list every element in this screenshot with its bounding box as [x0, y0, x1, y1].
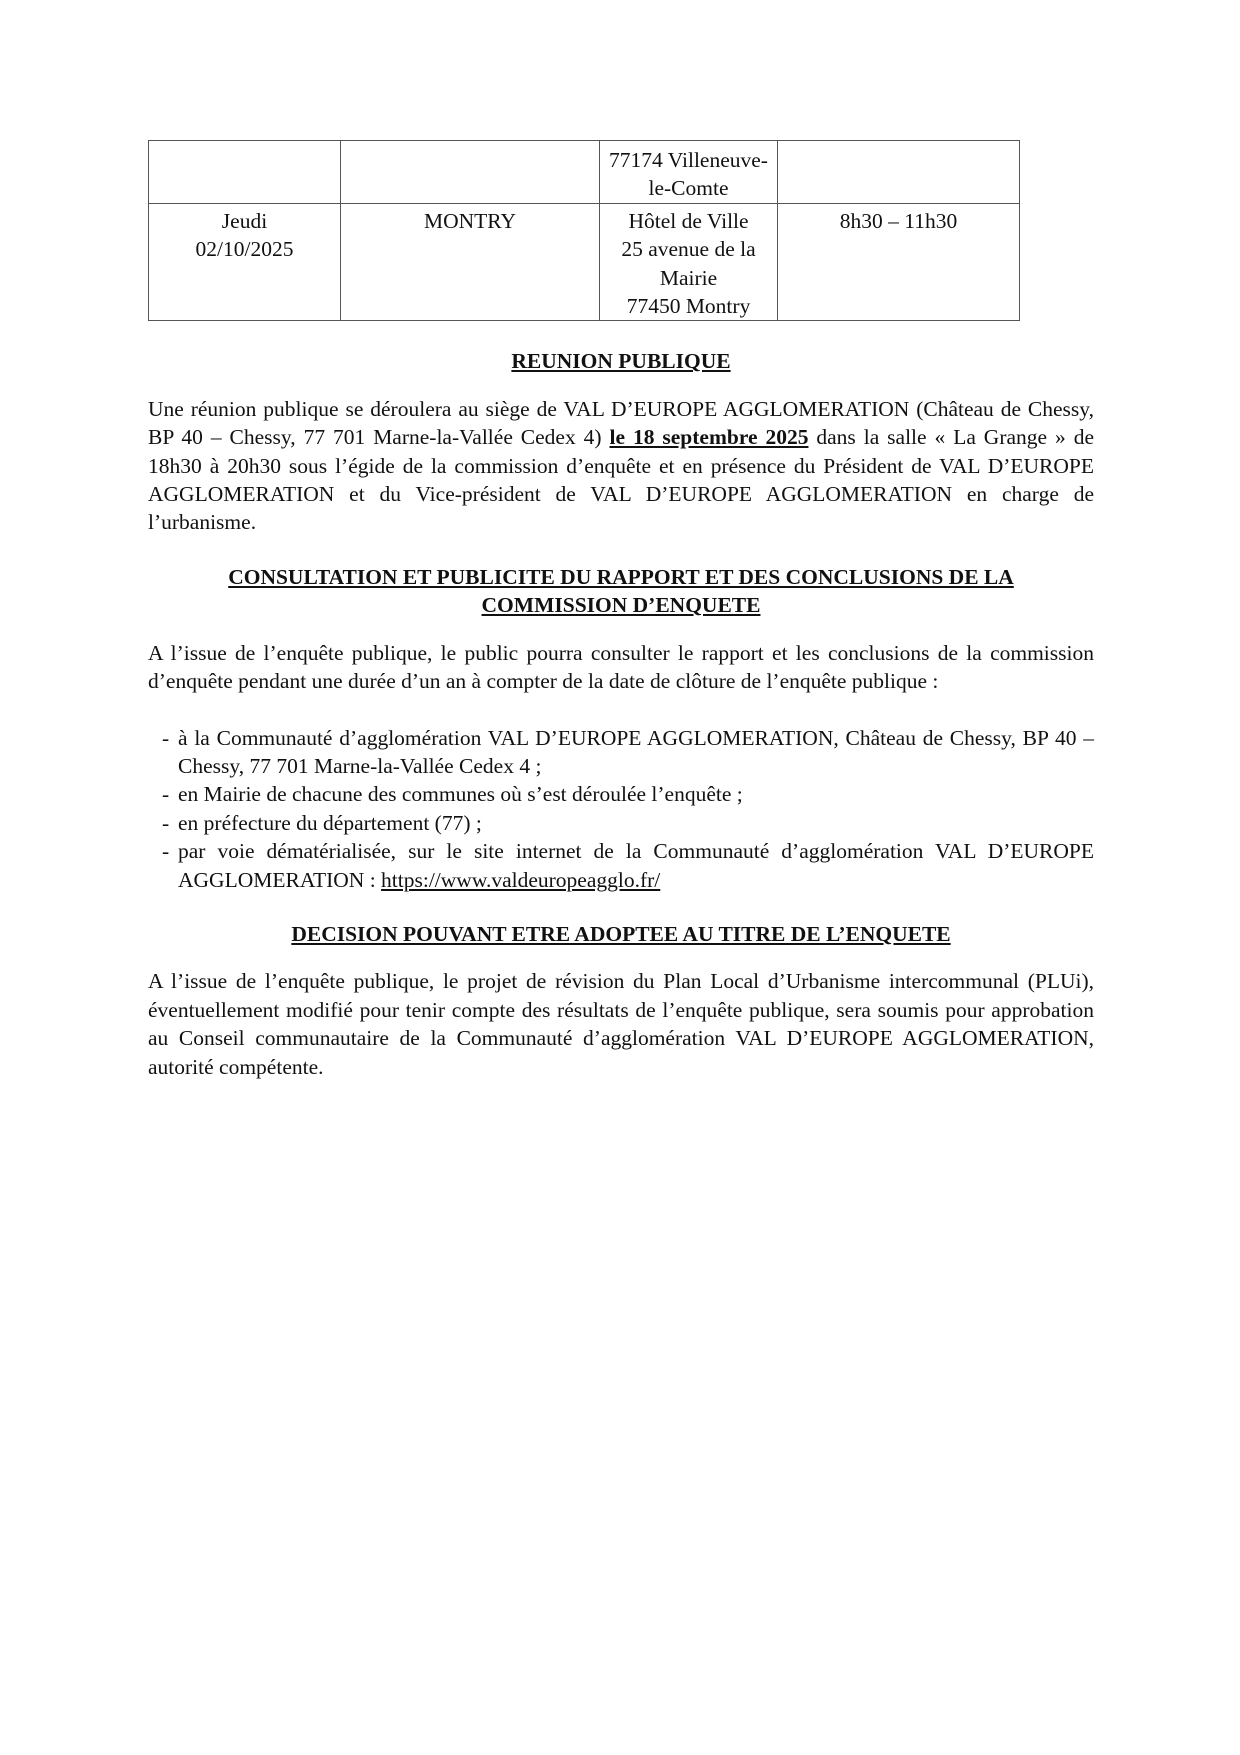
cell-hours: 8h30 – 11h30 — [778, 203, 1020, 321]
cell-day: Jeudi — [221, 208, 268, 233]
consultation-intro: A l’issue de l’enquête publique, le public pourra consulter le rapport et les conclusions de la commission d’enquête pendant une durée d’un an à compter de la date de clôture de l’enquête publique : — [148, 640, 1094, 694]
table-row — [149, 203, 1020, 321]
cell-address — [600, 203, 778, 321]
address-line: Mairie — [659, 265, 718, 290]
schedule-table — [148, 140, 1020, 321]
list-item: - en préfecture du département (77) ; — [148, 809, 1094, 837]
consultation-places-list — [148, 724, 1094, 894]
cell-date-value: 02/10/2025 — [195, 237, 294, 262]
reunion-text-before: Une réunion publique se déroulera au siège de VAL D’EUROPE AGGLOMERATION (Château de Chessy, BP 40 – Chessy, 77 701 Marne-la-Vallée Cedex 4) — [148, 396, 1094, 450]
cell-commune — [341, 141, 600, 204]
list-item — [148, 837, 1094, 894]
address-line: le-Comte — [648, 176, 729, 201]
cell-date — [149, 203, 341, 321]
list-item: - en Mairie de chacune des communes où s’est déroulée l’enquête ; — [148, 780, 1094, 808]
decision-paragraph: A l’issue de l’enquête publique, le projet de révision du Plan Local d’Urbanisme intercommunal (PLUi), éventuellement modifié pour tenir compte des résultats de l’enquête publique, sera soumis pour approbation au Conseil communautaire de la Communauté d’agglomération VAL D’EUROPE AGGLOMERATION, autorité compétente. — [148, 969, 1094, 1079]
section-title-reunion: REUNION PUBLIQUE — [511, 349, 731, 374]
section-title-consultation — [148, 563, 1094, 620]
reunion-text-after: dans la salle « La Grange » de 18h30 à 20h30 sous l’égide de la commission d’enquête et en présence du Président de VAL D’EUROPE AGGLOMERATION et du Vice-président de VAL D’EUROPE AGGLOMERATION en charge de l’urbanisme. — [148, 425, 1094, 535]
cell-commune: MONTRY — [341, 203, 600, 321]
reunion-date: le 18 septembre 2025 — [609, 425, 809, 450]
address-line: 77174 Villeneuve- — [609, 148, 768, 172]
address-line: 77450 Montry — [626, 294, 751, 319]
section-title-line: COMMISSION D’ENQUETE — [481, 593, 761, 618]
reunion-paragraph — [148, 395, 1094, 537]
list-item-text: par voie dématérialisée, sur le site internet de la Communauté d’agglomération VAL D’EUROPE AGGLOMERATION : — [178, 839, 1094, 892]
address-line: 25 avenue de la — [621, 237, 756, 262]
section-title-decision: DECISION POUVANT ETRE ADOPTEE AU TITRE DE L’ENQUETE — [291, 921, 951, 946]
list-item: - à la Communauté d’agglomération VAL D’EUROPE AGGLOMERATION, Château de Chessy, BP 40 – Chessy, 77 701 Marne-la-Vallée Cedex 4 ; — [148, 724, 1094, 781]
cell-hours — [778, 141, 1020, 204]
address-line: Hôtel de Ville — [628, 208, 749, 233]
cell-date — [149, 141, 341, 204]
cell-address — [600, 141, 778, 204]
section-title-line: CONSULTATION ET PUBLICITE DU RAPPORT ET DES CONCLUSIONS DE LA — [228, 564, 1014, 589]
document-page — [148, 140, 1094, 1081]
website-link[interactable]: https://www.valdeuropeagglo.fr/ — [381, 867, 661, 892]
table-row — [149, 141, 1020, 204]
